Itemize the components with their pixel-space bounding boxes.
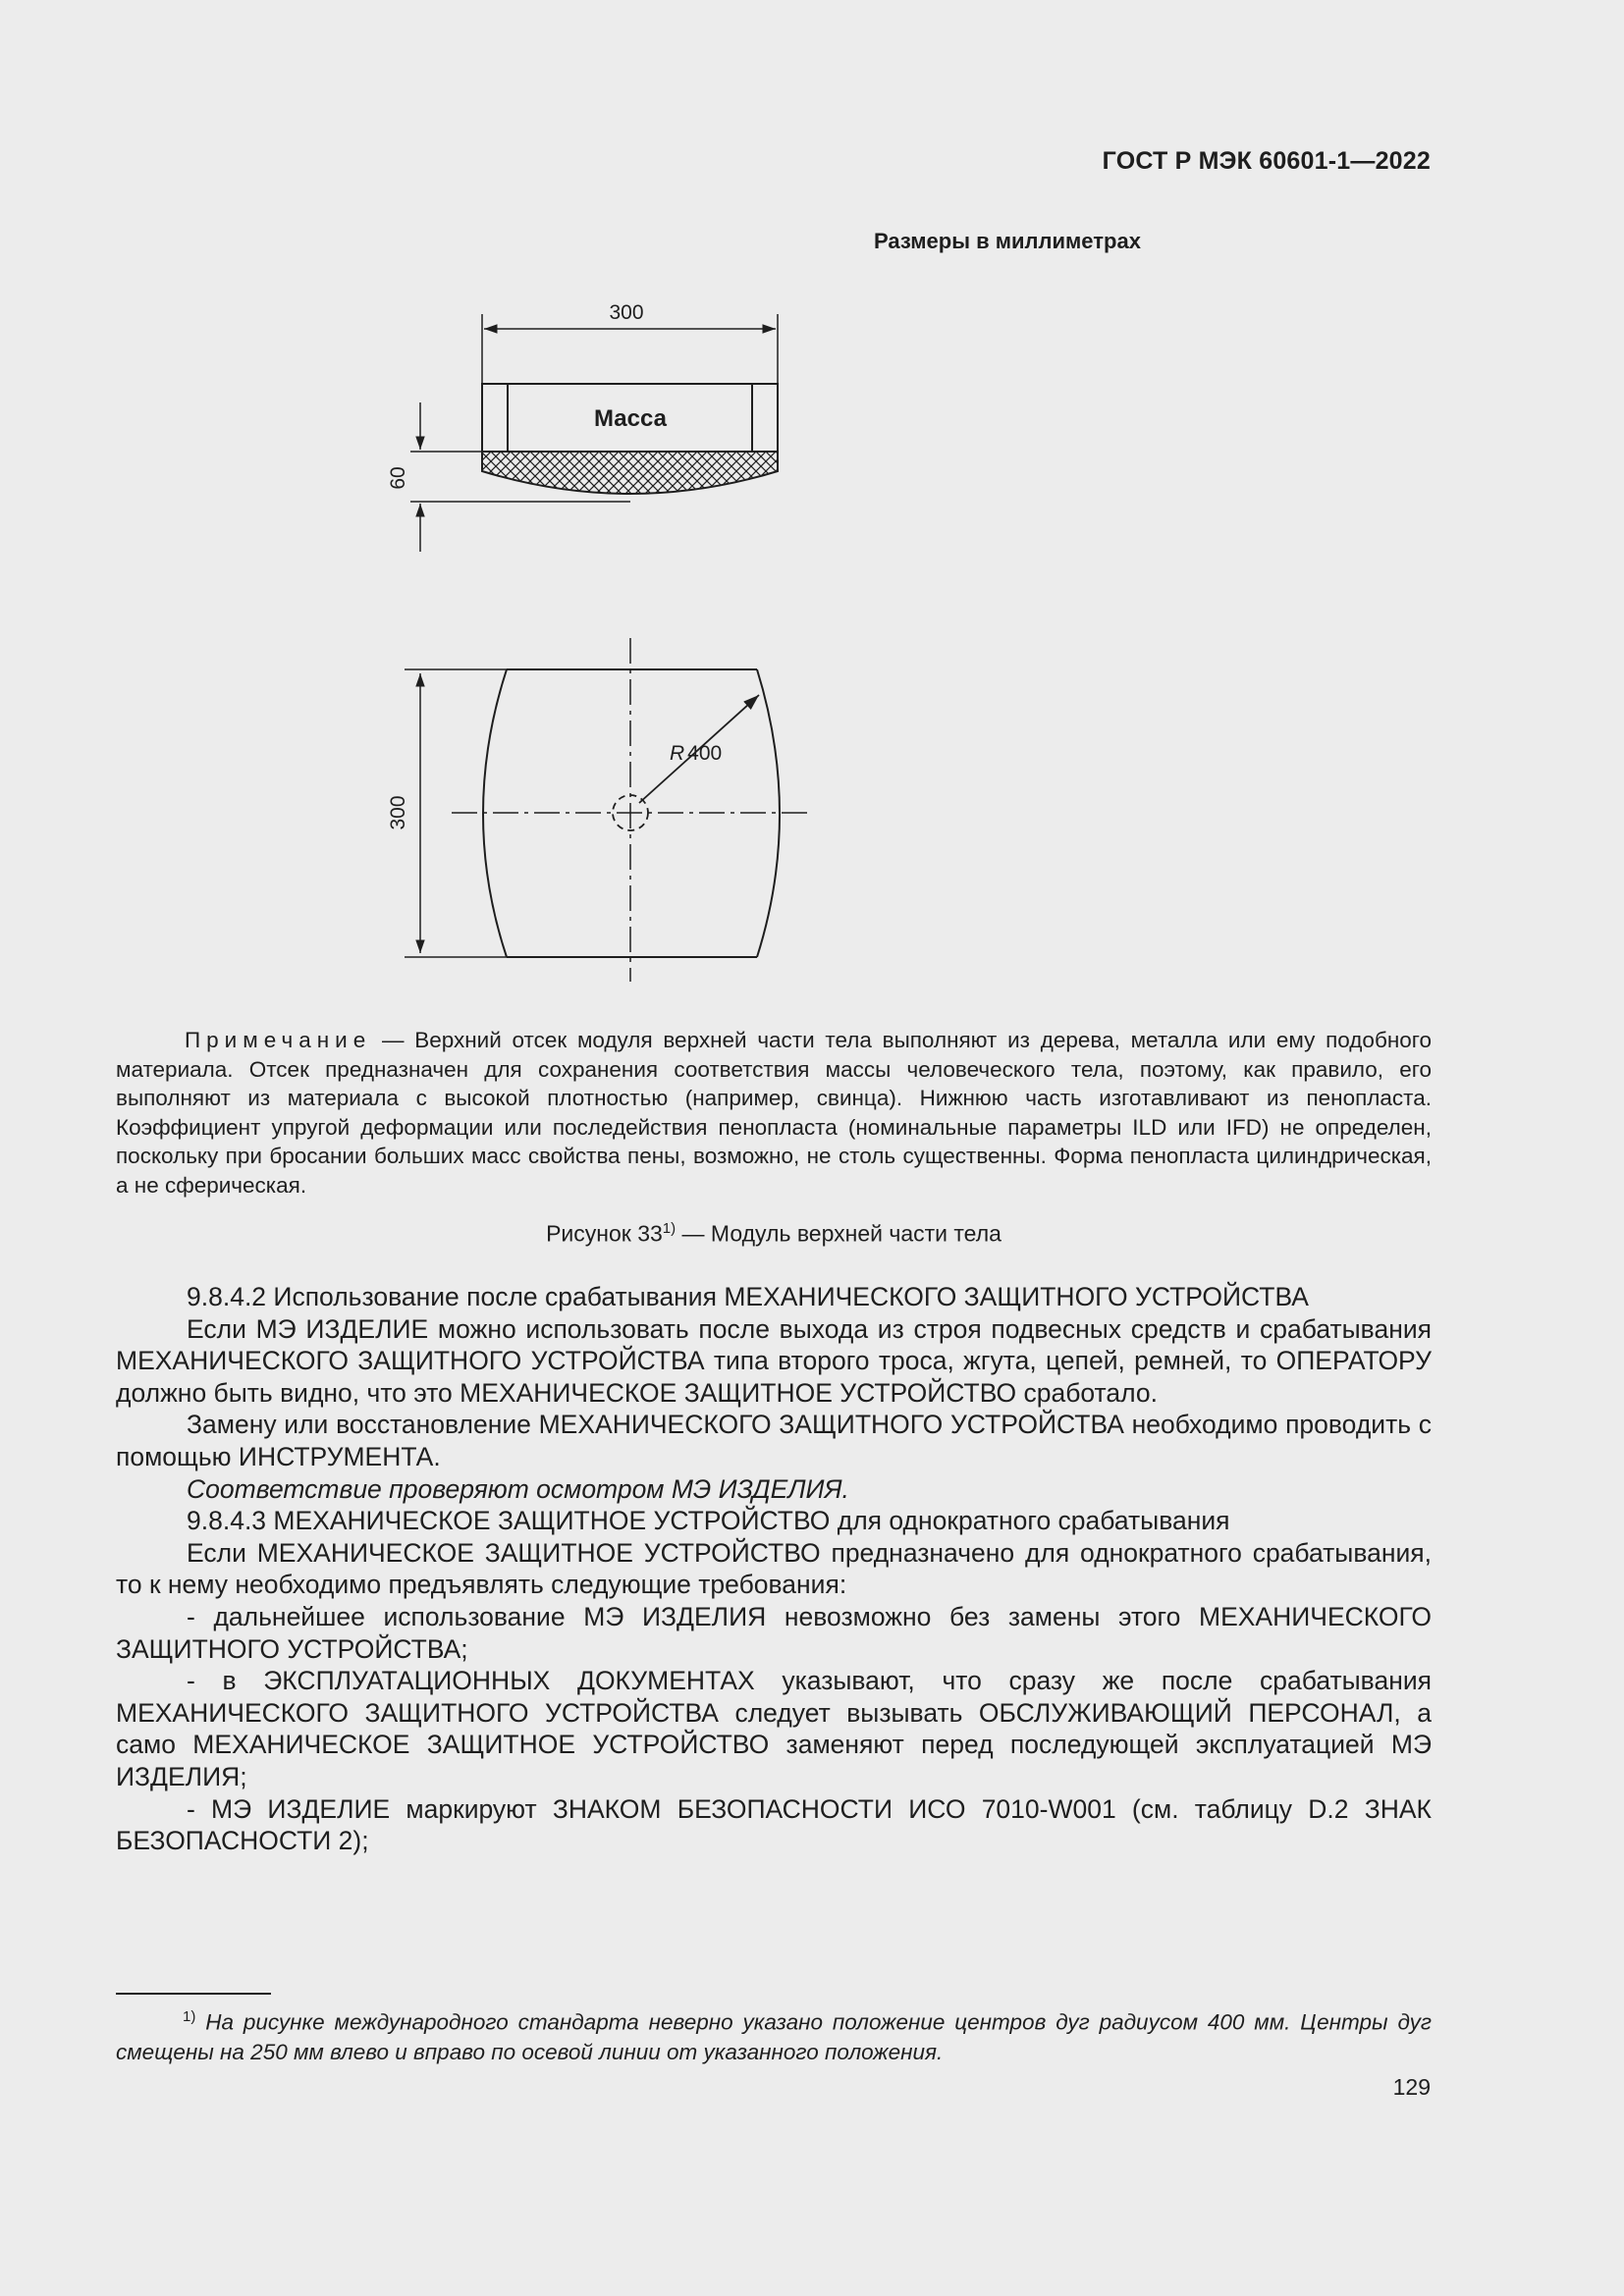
units-label: Размеры в миллиметрах xyxy=(874,229,1141,253)
document-header: ГОСТ Р МЭК 60601-1—2022 xyxy=(1102,147,1431,175)
section-heading-9-8-4-2: 9.8.4.2 Использование после срабатывания МЕХАНИЧЕСКОГО ЗАЩИТНОГО УСТРОЙСТВА xyxy=(187,1282,1309,1311)
paragraph: Замену или восстановление МЕХАНИЧЕСКОГО ЗАЩИТНОГО УСТРОЙСТВА необходимо проводить с помощью ИНСТРУМЕНТА. xyxy=(116,1410,1432,1471)
footnote xyxy=(116,2002,1432,2067)
compliance-check: Соответствие проверяют осмотром МЭ ИЗДЕЛИЯ. xyxy=(187,1473,849,1504)
paragraph: Если МЭ ИЗДЕЛИЕ можно использовать после выхода из строя подвесных средств и срабатывания МЕХАНИЧЕСКОГО ЗАЩИТНОГО УСТРОЙСТВА типа второго троса, жгута, цепей, ремней, то ОПЕРАТОРУ должно быть видно, что это МЕХАНИЧЕСКОЕ ЗАЩИТНОЕ УСТРОЙСТВО сработало. xyxy=(116,1313,1432,1408)
top-view xyxy=(410,314,778,552)
plan-height-label: 300 xyxy=(387,795,409,830)
mass-label: Масса xyxy=(594,405,667,432)
figure-caption xyxy=(116,1220,1432,1248)
figure-33-drawing xyxy=(363,285,835,991)
section-heading-9-8-4-3: 9.8.4.3 МЕХАНИЧЕСКОЕ ЗАЩИТНОЕ УСТРОЙСТВО для однократного срабатывания xyxy=(187,1506,1230,1536)
note-lead: Примечание xyxy=(185,1028,372,1052)
top-height-label: 60 xyxy=(387,466,409,490)
footnote-separator xyxy=(116,1993,271,1995)
page-number: 129 xyxy=(1392,2074,1431,2100)
foam-section xyxy=(482,452,778,494)
list-item: - в ЭКСПЛУАТАЦИОННЫХ ДОКУМЕНТАХ указывают, что сразу же после срабатывания МЕХАНИЧЕСКОГО ЗАЩИТНОГО УСТРОЙСТВА следует вызывать ОБСЛУЖИВАЮЩИЙ ПЕРСОНАЛ, а само МЕХАНИЧЕСКОЕ ЗАЩИТНОЕ УСТРОЙСТВО заменяют перед последующей эксплуатацией МЭ ИЗДЕЛИЯ; xyxy=(116,1666,1432,1791)
body-text xyxy=(116,1281,1432,1857)
footnote-marker: 1) xyxy=(183,2008,196,2025)
list-item: - МЭ ИЗДЕЛИЕ маркируют ЗНАКОМ БЕЗОПАСНОСТИ ИСО 7010-W001 (см. таблицу D.2 ЗНАК БЕЗОПАСНОСТИ 2); xyxy=(116,1793,1432,1856)
list-item: - дальнейшее использование МЭ ИЗДЕЛИЯ невозможно без замены этого МЕХАНИЧЕСКОГО ЗАЩИТНОГО УСТРОЙСТВА; xyxy=(116,1601,1432,1664)
plan-view xyxy=(405,638,813,982)
top-width-label: 300 xyxy=(609,301,644,324)
footnote-text: На рисунке международного стандарта неверно указано положение центров дуг радиусом 400 мм. Центры дуг смещены на 250 мм влево и вправо по осевой линии от указанного положения. xyxy=(116,2009,1432,2064)
paragraph: Если МЕХАНИЧЕСКОЕ ЗАЩИТНОЕ УСТРОЙСТВО предназначено для однократного срабатывания, то к нему необходимо предъявлять следующие требования: xyxy=(116,1537,1432,1600)
caption-prefix: Рисунок 33 xyxy=(546,1220,663,1247)
radius-label: R 400 xyxy=(670,742,723,765)
caption-suffix: — Модуль верхней части тела xyxy=(676,1220,1001,1247)
caption-footnote-ref: 1) xyxy=(662,1220,677,1237)
note-text: — Верхний отсек модуля верхней части тела выполняют из дерева, металла или ему подобного материала. Отсек предназначен для сохранения соответствия массы человеческого тела, поэтому, как правило, его выполняют из материала с высокой плотностью (например, свинца). Нижнюю часть изготавливают из пенопласта. Коэффициент упругой деформации или последействия пенопласта (номинальные параметры ILD или IFD) не определен, поскольку при бросании больших масс свойства пены, возможно, не столь существенны. Форма пенопласта цилиндрическая, а не сферическая. xyxy=(116,1028,1432,1198)
figure-note xyxy=(116,1026,1432,1200)
